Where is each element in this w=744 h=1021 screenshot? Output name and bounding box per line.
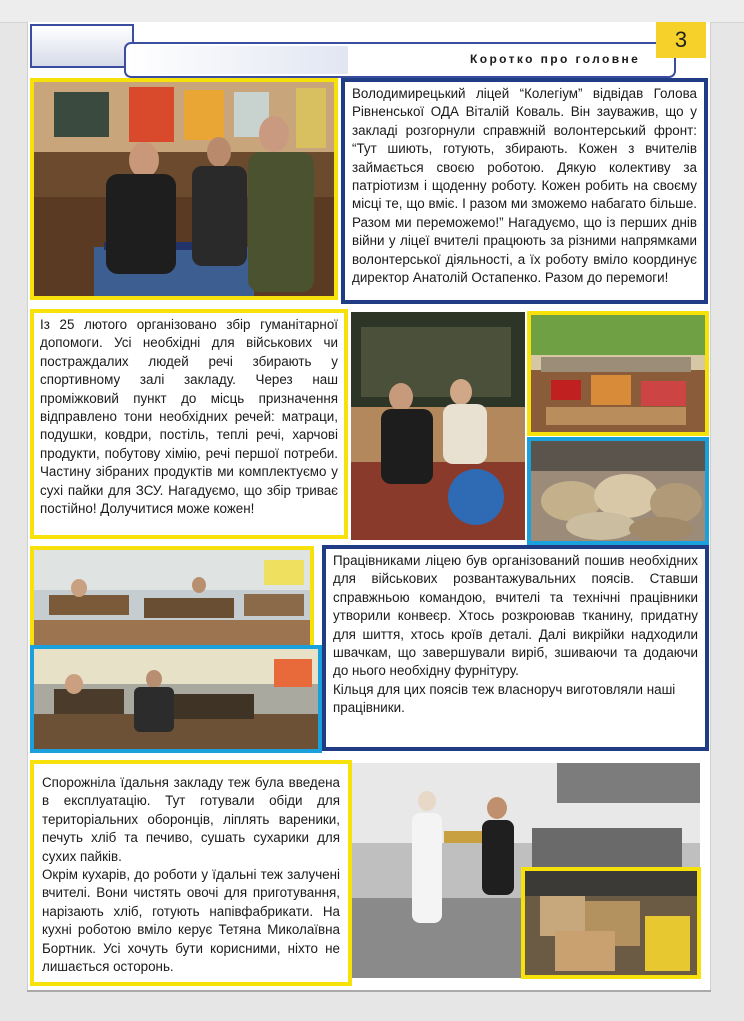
photo-sewing-workshop-2 <box>30 645 322 753</box>
text-paragraph: Із 25 лютого організовано збір гуманітарної допомоги. Усі необхідні для військових чи постраждалих людей речі збирають у спортивному залі закладу. Через наш проміжковий пункт до місць призначення відправлено тони необхідних речей: матраци, подушки, ковдри, постіль, теплі речі, харчові продукти, побутову хімію, речі першої потреби. Частину зібраних продуктів ми комплектуємо у сухі пайки для ЗСУ. Нагадуємо, що збір триває постійно! Долучитися може кожен! <box>40 317 338 517</box>
text-paragraph: Кільця для цих поясів теж власноруч виготовляли наші працівники. <box>333 681 676 716</box>
photo-food-packages <box>527 437 709 545</box>
text-paragraph: Спорожніла їдальня закладу теж була введена в експлуатацію. Тут готували обіди для територіальних оборонців, ліплять вареники, печуть хліб та печиво, сушать сухарики для сухих пайків. <box>42 775 340 864</box>
page-number: 3 <box>656 22 706 58</box>
text-paragraph: Окрім кухарів, до роботи у їдальні теж залучені вчителі. Вони чистять овочі для приготування, нарізають хліб, готують напівфабрикати. На кухні роботою вміло керує Тетяна Миколаївна Бортник. Усі хочуть бути корисними, ніхто не лишається осторонь. <box>42 867 340 975</box>
text-block-canteen <box>30 760 352 986</box>
text-paragraph: Володимирецький ліцей “Колегіум” відвідав Голова Рівненської ОДА Віталій Коваль. Він зауважив, що у закладі розгорнули справжній волонтерський фронт: “Тут шиють, готують, збирають. Кожен з вчителів займається своєю роботою. Дякую колективу за патріотизм і щоденну роботу. Кожен робить на своєму місці те, що вміє. І разом ми зможемо набагато більше. Разом ми переможемо!” Нагадуємо, що із перших днів війни у ліцеї вчителі працюють за різними напрямками волонтерської діяльності, а їх роботу вміло координує директор Анатолій Остапенко. Разом до перемоги! <box>352 86 697 286</box>
photo-camouflage-nets <box>351 312 525 540</box>
text-block-governor-visit <box>341 78 708 304</box>
photo-sewing-workshop-1 <box>30 546 314 650</box>
photo-sorted-supplies <box>521 867 701 979</box>
header-decor-tab <box>30 24 78 68</box>
text-block-belt-sewing <box>322 545 709 751</box>
viewer-toolbar <box>0 0 744 23</box>
photo-governor-visit <box>30 78 338 300</box>
text-paragraph: Працівниками ліцею був організований пошив необхідних для військових розвантажувальних поясів. Ставши справжньою командою, вчителі та технічні працівники утворили конвеєр. Хтось розкроював тканину, придатну для шиття, хтось кроїв деталі. Далі викрійки надходили швачкам, що завершували виріб, зшиваючи та додаючи до нього необхідну фурнітуру. <box>333 553 698 679</box>
text-block-humanitarian-aid <box>30 309 348 539</box>
photo-donated-goods-hall <box>527 311 709 436</box>
page-bottom-rule <box>27 990 711 992</box>
section-title: Коротко про головне <box>470 52 641 66</box>
